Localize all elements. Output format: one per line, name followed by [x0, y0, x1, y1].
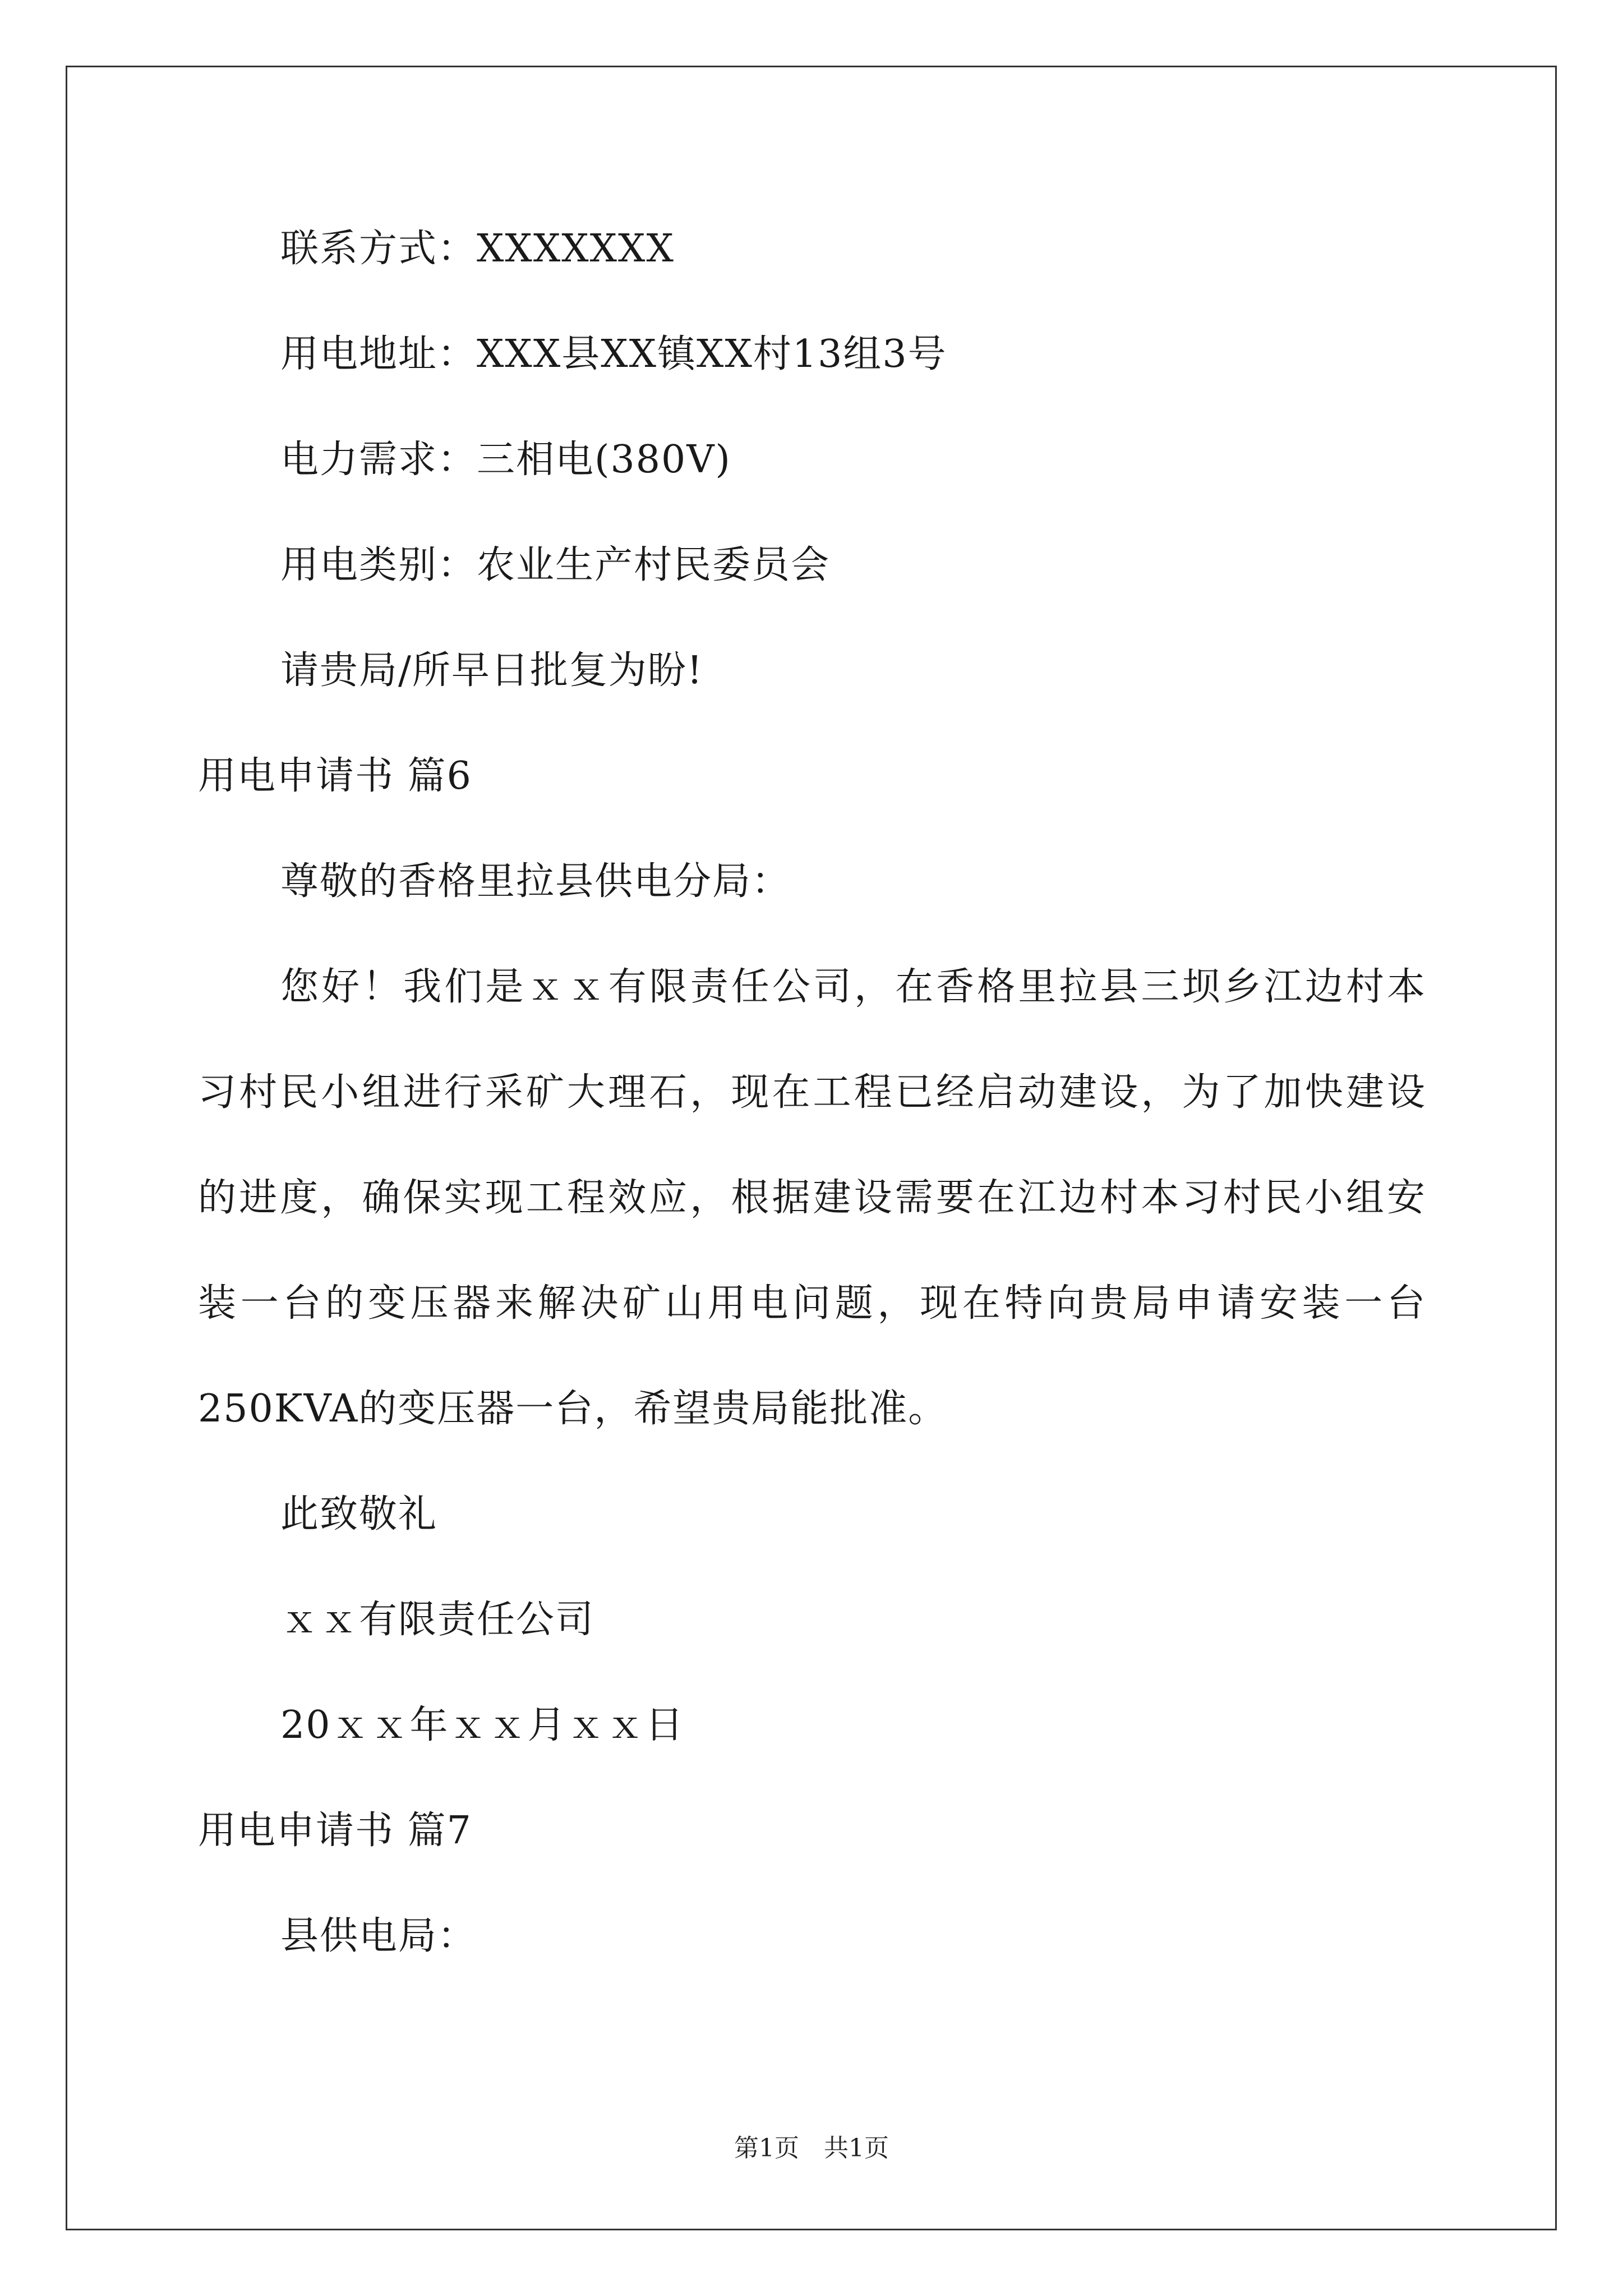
body-6-line-4: 装一台的变压器来解决矿山用电问题，现在特向贵局申请安装一台	[198, 1281, 1426, 1326]
contact-line: 联系方式：XXXXXXX	[280, 227, 675, 271]
closing-line: 此致敬礼	[280, 1492, 438, 1536]
request-line: 请贵局/所早日批复为盼!	[280, 648, 704, 693]
page-border	[66, 66, 1557, 2230]
salutation-7: 县供电局：	[280, 1914, 477, 1958]
body-6-line-1: 您好！我们是ｘｘ有限责任公司，在香格里拉县三坝乡江边村本	[280, 965, 1426, 1009]
signature-line: ｘｘ有限责任公司	[280, 1598, 595, 1642]
category-line: 用电类别：农业生产村民委员会	[280, 543, 831, 587]
page-footer: 第1页 共1页	[734, 2134, 889, 2162]
date-line: 20ｘｘ年ｘｘ月ｘｘ日	[280, 1703, 685, 1747]
address-line: 用电地址：XXX县XX镇XX村13组3号	[280, 332, 947, 376]
body-6-line-2: 习村民小组进行采矿大理石，现在工程已经启动建设，为了加快建设	[198, 1070, 1426, 1115]
salutation-6: 尊敬的香格里拉县供电分局：	[280, 859, 791, 904]
section-heading-7: 用电申请书 篇7	[198, 1809, 472, 1853]
demand-line: 电力需求：三相电(380V)	[280, 438, 731, 482]
body-6-line-5: 250KVA的变压器一台，希望贵局能批准。	[198, 1387, 948, 1431]
body-6-line-3: 的进度，确保实现工程效应，根据建设需要在江边村本习村民小组安	[198, 1176, 1426, 1220]
section-heading-6: 用电申请书 篇6	[198, 754, 472, 798]
